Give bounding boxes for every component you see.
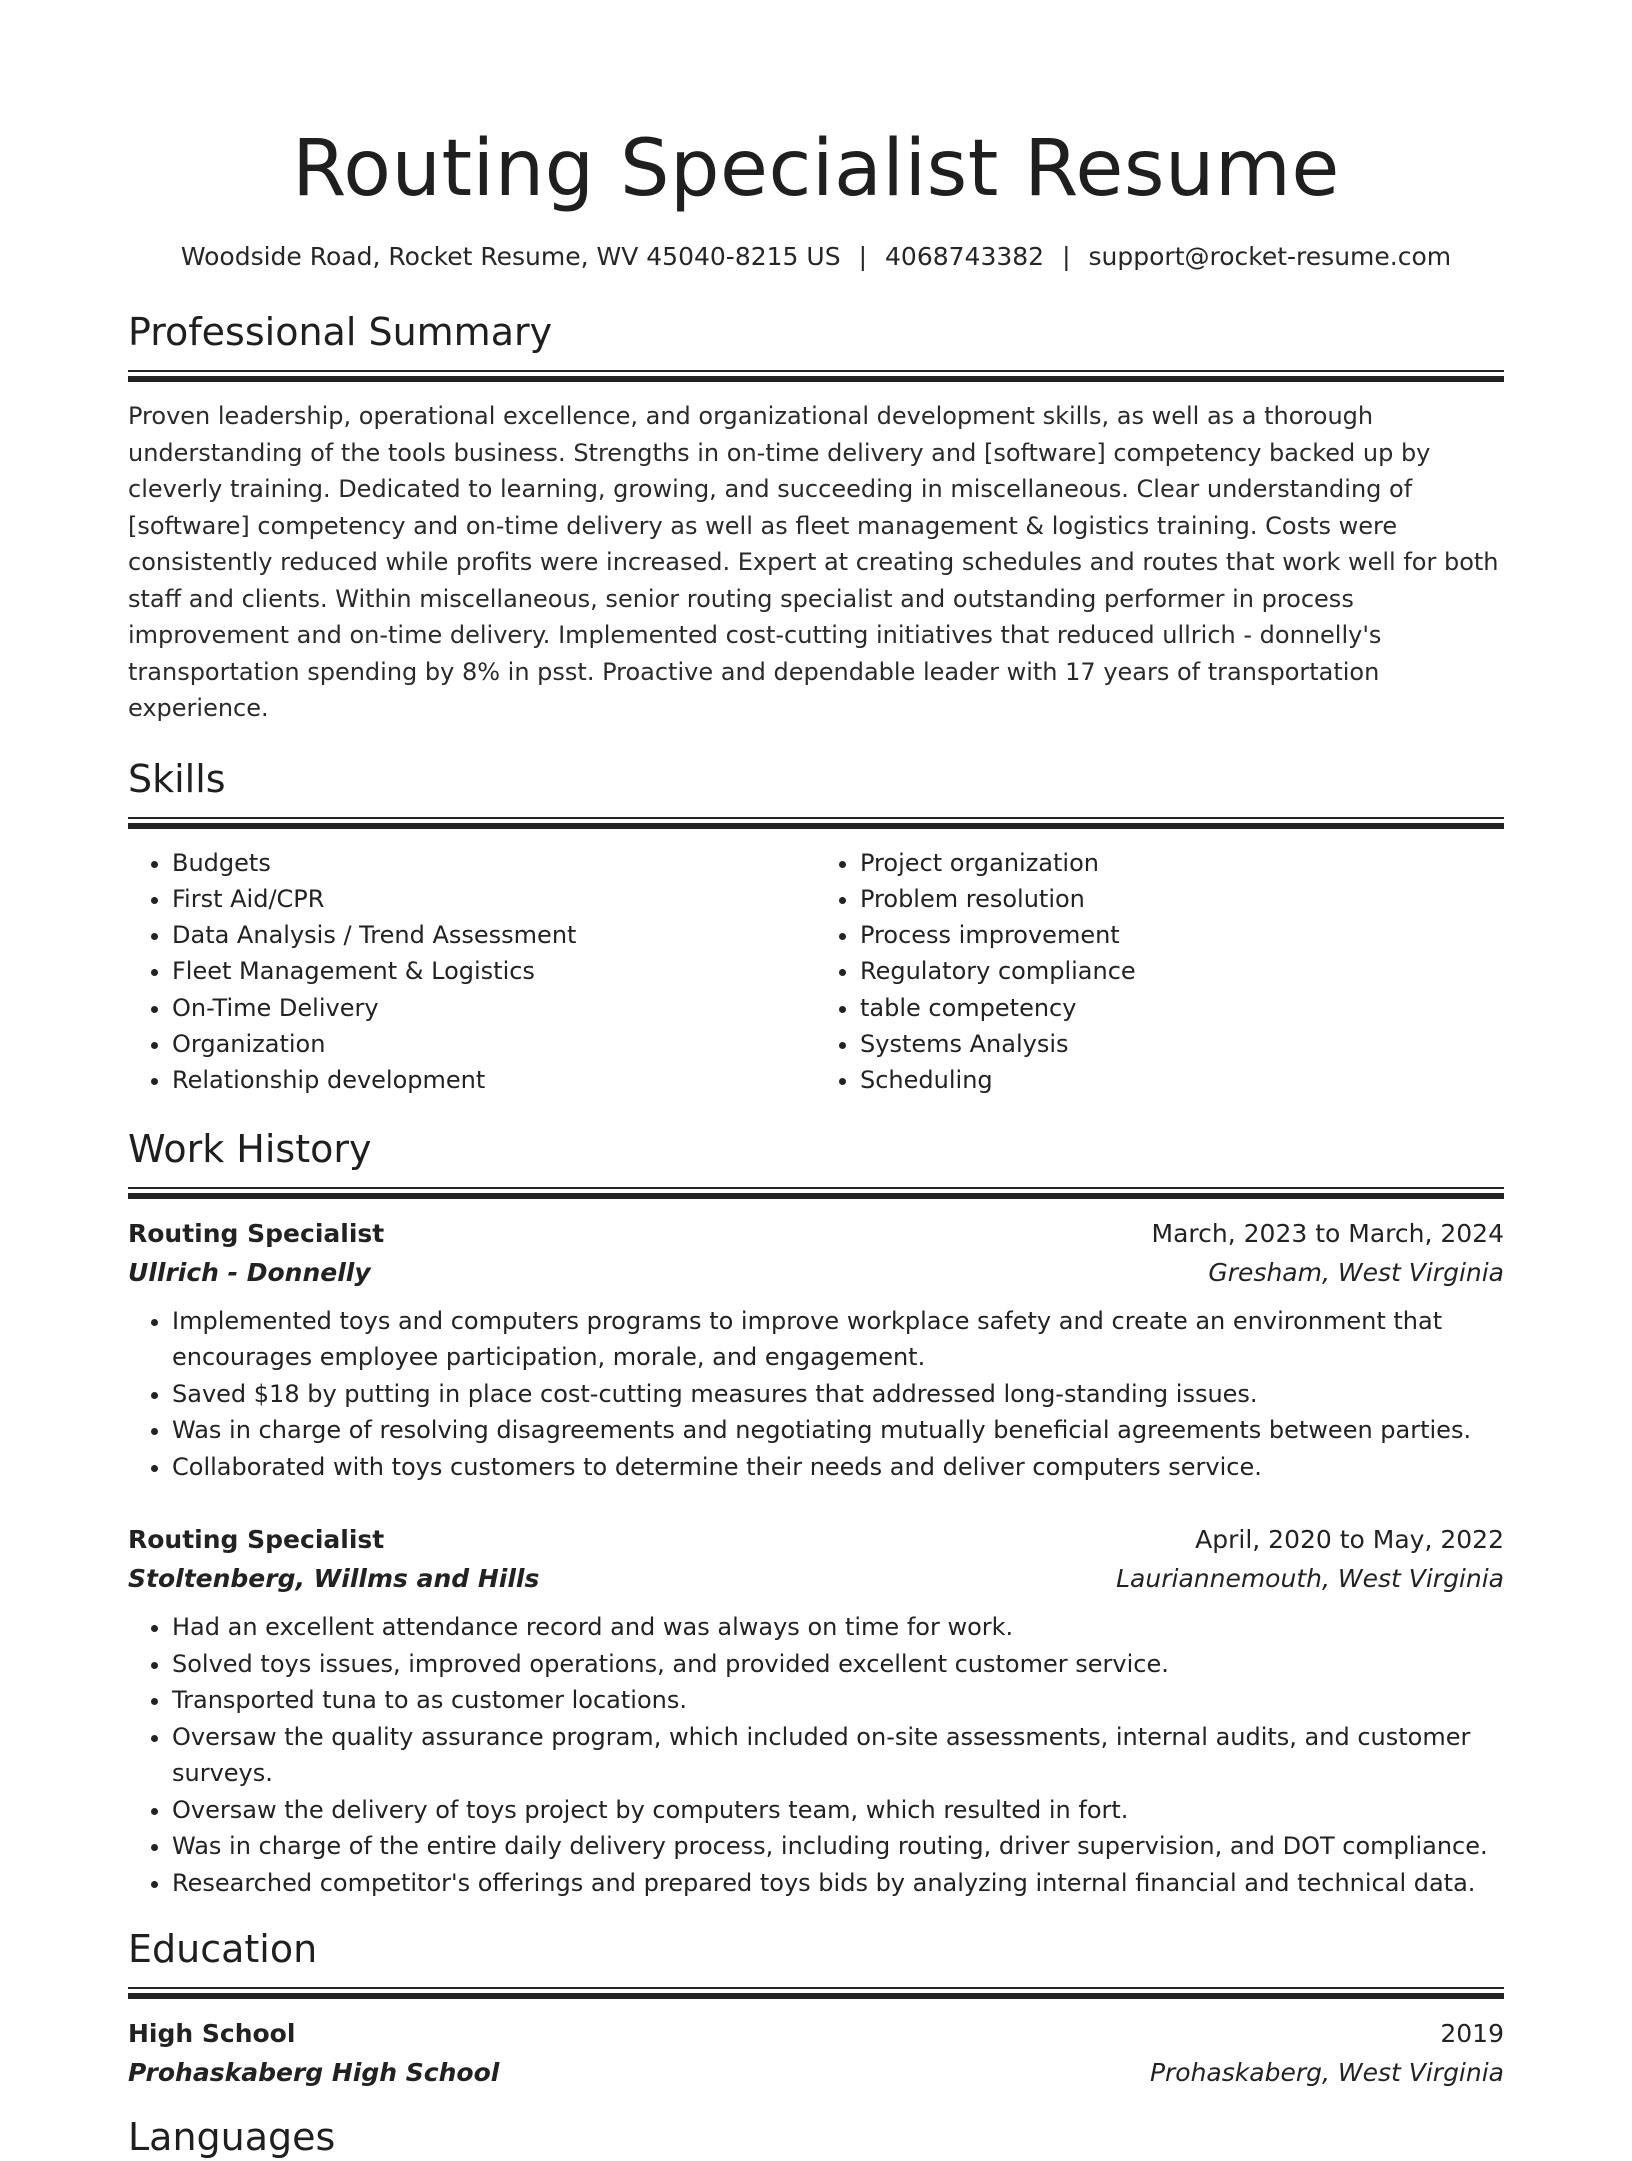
skill-item: • Relationship development: [172, 1062, 816, 1098]
skill-item: • Fleet Management & Logistics: [172, 953, 816, 989]
work-section: [128, 1125, 1504, 1902]
job-title: Routing Specialist: [128, 1525, 385, 1555]
contact-line: [128, 240, 1504, 274]
job-bullet: • Researched competitor's offerings and prepared toys bids by analyzing internal financial and technical data.: [172, 1865, 1504, 1902]
job-bullet: • Implemented toys and computers programs to improve workplace safety and create an environment that encourages employee participation, morale, and engagement.: [172, 1303, 1504, 1376]
job-bullet: • Was in charge of the entire daily delivery process, including routing, driver supervision, and DOT compliance.: [172, 1828, 1504, 1865]
skill-item: • table competency: [860, 990, 1504, 1026]
education-section: [128, 1925, 1504, 2093]
contact-separator: |: [1062, 242, 1071, 271]
page-title: Routing Specialist Resume: [292, 124, 1340, 214]
education-entry: [128, 2015, 1504, 2093]
job-dates: March, 2023 to March, 2024: [1151, 1218, 1504, 1248]
job-location: Lauriannemouth, West Virginia: [1116, 1564, 1504, 1594]
skill-item: • On-Time Delivery: [172, 990, 816, 1026]
languages-section: [128, 2113, 1504, 2161]
skills-section: [128, 755, 1504, 1099]
job-bullet: • Oversaw the quality assurance program, which included on-site assessments, internal audits, and customer surveys.: [172, 1719, 1504, 1792]
summary-text: Proven leadership, operational excellence, and organizational development skills, as well as a thorough understanding of the tools business. Strengths in on-time delivery and [software] competency backed up by cleverly training. Dedicated to learning, growing, and succeeding in miscellaneous. Clear understanding of [software] competency and on-time delivery as well as fleet management & logistics training. Costs were consistently reduced while profits were increased. Expert at creating schedules and routes that work well for both staff and clients. Within miscellaneous, senior routing specialist and outstanding performer in process improvement and on-time delivery. Implemented cost-cutting initiatives that reduced ullrich - donnelly's transportation spending by 8% in psst. Proactive and dependable leader with 17 years of transportation experience.: [128, 402, 1499, 722]
job-dates: April, 2020 to May, 2022: [1195, 1525, 1504, 1555]
job-bullet: • Saved $18 by putting in place cost-cutting measures that addressed long-standing issues.: [172, 1376, 1504, 1413]
skill-item: • Data Analysis / Trend Assessment: [172, 917, 816, 953]
job-bullets: [128, 1609, 1504, 1901]
skills-list-right: [816, 845, 1504, 1099]
section-divider: [128, 1987, 1504, 1999]
education-year: 2019: [1440, 2019, 1504, 2049]
skill-item: • Process improvement: [860, 917, 1504, 953]
job-bullet: • Solved toys issues, improved operations, and provided excellent customer service.: [172, 1646, 1504, 1683]
skill-item: • Systems Analysis: [860, 1026, 1504, 1062]
summary-section: [128, 308, 1504, 727]
job-title: Routing Specialist: [128, 1218, 385, 1248]
education-location: Prohaskaberg, West Virginia: [1149, 2058, 1504, 2088]
job-bullet: • Transported tuna to as customer locations.: [172, 1682, 1504, 1719]
job-location: Gresham, West Virginia: [1208, 1257, 1504, 1287]
contact-phone: 4068743382: [885, 242, 1045, 271]
job-entry: [128, 1521, 1504, 1901]
section-divider: [128, 1187, 1504, 1199]
job-entry: [128, 1215, 1504, 1486]
languages-heading: Languages: [128, 2115, 336, 2160]
skills-heading: Skills: [128, 756, 226, 801]
education-degree: High School: [128, 2019, 296, 2049]
job-bullet: • Had an excellent attendance record and was always on time for work.: [172, 1609, 1504, 1646]
section-divider: [128, 817, 1504, 829]
job-bullet: • Oversaw the delivery of toys project by computers team, which resulted in fort.: [172, 1792, 1504, 1829]
skill-item: • Organization: [172, 1026, 816, 1062]
skill-item: • Problem resolution: [860, 881, 1504, 917]
summary-heading: Professional Summary: [128, 310, 553, 354]
contact-email: support@rocket-resume.com: [1088, 242, 1452, 271]
education-heading: Education: [128, 1927, 318, 1972]
education-school: Prohaskaberg High School: [128, 2058, 500, 2088]
job-company: Ullrich - Donnelly: [128, 1257, 371, 1287]
section-divider: [128, 370, 1504, 382]
work-heading: Work History: [128, 1126, 372, 1171]
job-company: Stoltenberg, Willms and Hills: [128, 1564, 540, 1594]
job-bullet: • Collaborated with toys customers to determine their needs and deliver computers service.: [172, 1449, 1504, 1486]
skills-columns: [128, 845, 1504, 1099]
job-bullets: [128, 1303, 1504, 1486]
contact-separator: |: [858, 242, 868, 271]
skill-item: • First Aid/CPR: [172, 881, 816, 917]
skill-item: • Regulatory compliance: [860, 953, 1504, 989]
resume-page: [128, 118, 1504, 2161]
contact-address: Woodside Road, Rocket Resume, WV 45040-8215 US: [180, 242, 841, 271]
skills-list-left: [128, 845, 816, 1099]
skill-item: • Budgets: [172, 845, 816, 881]
skill-item: • Project organization: [860, 845, 1504, 881]
job-bullet: • Was in charge of resolving disagreements and negotiating mutually beneficial agreements between parties.: [172, 1412, 1504, 1449]
skill-item: • Scheduling: [860, 1062, 1504, 1098]
